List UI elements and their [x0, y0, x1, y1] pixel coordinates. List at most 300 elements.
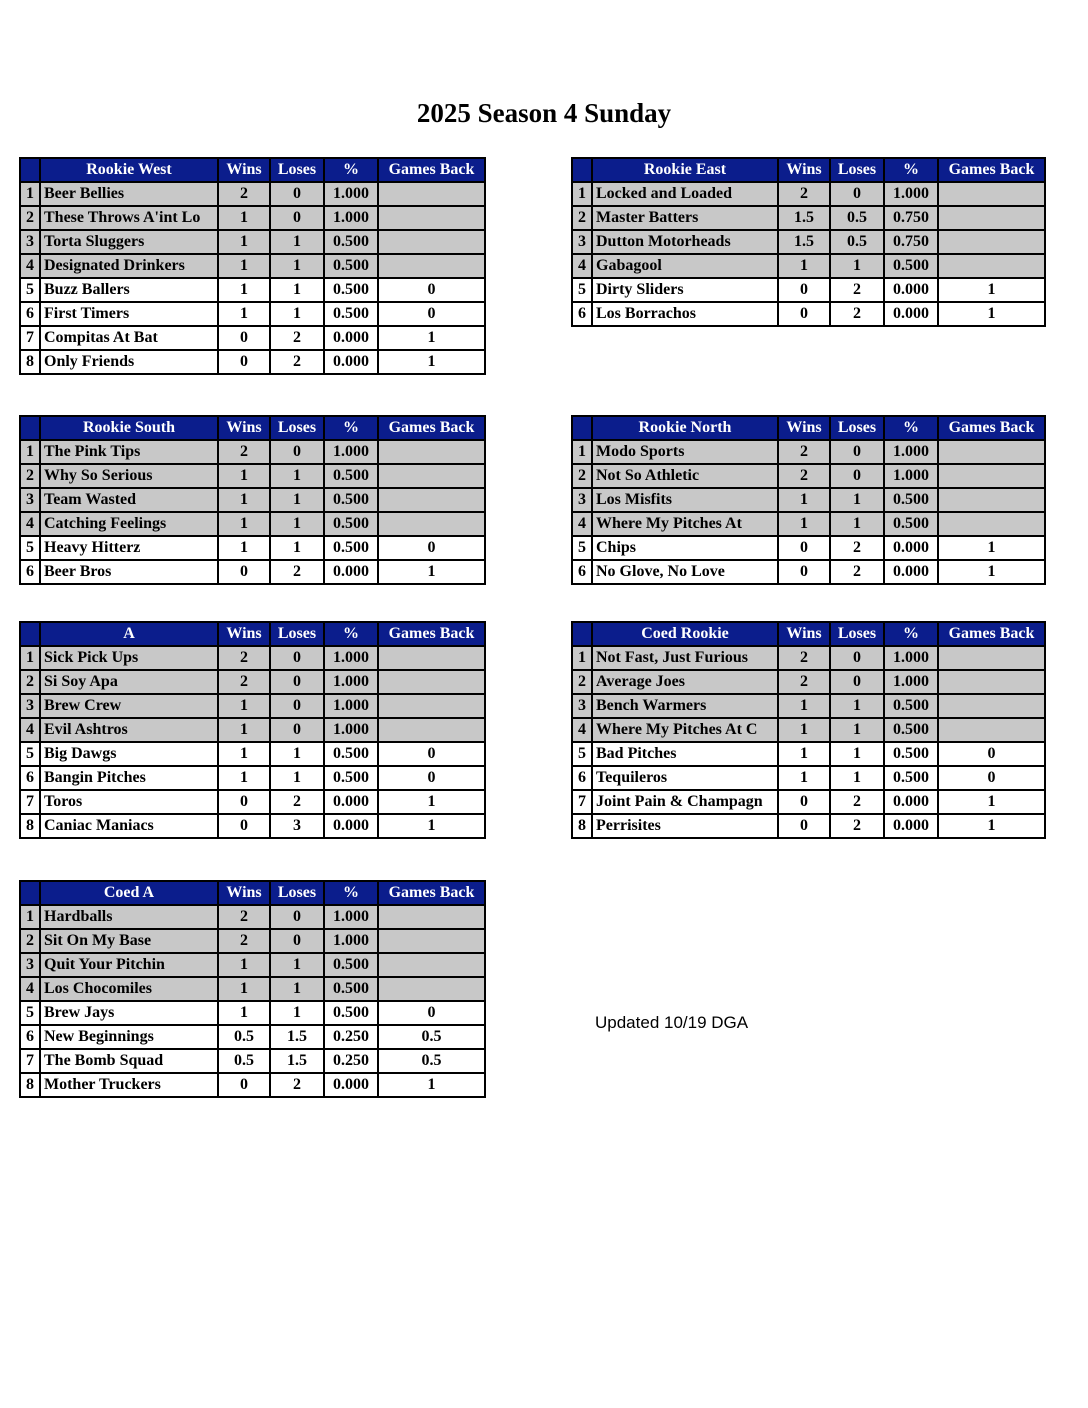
loses-cell: 0	[270, 440, 324, 464]
division-name: Rookie East	[592, 158, 778, 182]
games-back-header: Games Back	[378, 416, 485, 440]
table-row	[572, 254, 1045, 278]
rank-cell: 5	[572, 742, 592, 766]
wins-cell: 2	[218, 905, 270, 929]
table-row	[572, 814, 1045, 838]
games-back-cell: 0	[378, 1001, 485, 1025]
pct-cell: 1.000	[324, 694, 378, 718]
team-name: Where My Pitches At C	[592, 718, 778, 742]
loses-cell: 0	[830, 182, 884, 206]
games-back-cell	[938, 206, 1045, 230]
games-back-header: Games Back	[938, 158, 1045, 182]
loses-cell: 2	[270, 1073, 324, 1097]
wins-cell: 0	[778, 790, 830, 814]
loses-cell: 1	[830, 694, 884, 718]
loses-header: Loses	[270, 622, 324, 646]
pct-cell: 0.000	[884, 814, 938, 838]
rank-cell: 3	[20, 488, 40, 512]
loses-cell: 0	[830, 440, 884, 464]
rank-cell: 5	[20, 536, 40, 560]
loses-cell: 1	[270, 766, 324, 790]
table-row	[572, 694, 1045, 718]
rank-cell: 5	[572, 536, 592, 560]
table-row	[572, 440, 1045, 464]
games-back-cell	[938, 694, 1045, 718]
wins-cell: 2	[218, 670, 270, 694]
team-name: Hardballs	[40, 905, 218, 929]
pct-cell: 0.000	[884, 302, 938, 326]
loses-cell: 0	[270, 905, 324, 929]
pct-cell: 0.000	[324, 814, 378, 838]
wins-cell: 0.5	[218, 1025, 270, 1049]
pct-cell: 0.000	[884, 278, 938, 302]
loses-cell: 1.5	[270, 1049, 324, 1073]
header-row	[572, 416, 1045, 440]
rank-cell: 7	[572, 790, 592, 814]
games-back-header: Games Back	[938, 622, 1045, 646]
loses-cell: 0	[270, 646, 324, 670]
pct-cell: 1.000	[324, 182, 378, 206]
standings-table-rookie-west	[19, 157, 486, 375]
loses-cell: 2	[830, 302, 884, 326]
table-row	[572, 790, 1045, 814]
pct-cell: 0.500	[324, 254, 378, 278]
wins-cell: 1	[218, 302, 270, 326]
pct-header: %	[884, 416, 938, 440]
wins-header: Wins	[218, 158, 270, 182]
pct-cell: 1.000	[324, 670, 378, 694]
wins-cell: 2	[778, 440, 830, 464]
loses-cell: 1	[830, 742, 884, 766]
table-row	[572, 718, 1045, 742]
rank-header	[20, 416, 40, 440]
games-back-cell: 0	[378, 536, 485, 560]
rank-cell: 6	[20, 1025, 40, 1049]
team-name: Dutton Motorheads	[592, 230, 778, 254]
header-row	[572, 622, 1045, 646]
games-back-cell: 0.5	[378, 1025, 485, 1049]
team-name: New Beginnings	[40, 1025, 218, 1049]
loses-cell: 1	[270, 488, 324, 512]
team-name: Why So Serious	[40, 464, 218, 488]
rank-cell: 2	[572, 464, 592, 488]
wins-cell: 0.5	[218, 1049, 270, 1073]
table-row	[572, 560, 1045, 584]
pct-cell: 1.000	[324, 646, 378, 670]
rank-header	[572, 158, 592, 182]
pct-cell: 0.500	[324, 742, 378, 766]
loses-cell: 1	[270, 536, 324, 560]
team-name: Caniac Maniacs	[40, 814, 218, 838]
team-name: Compitas At Bat	[40, 326, 218, 350]
team-name: Joint Pain & Champagn	[592, 790, 778, 814]
rank-cell: 6	[572, 560, 592, 584]
team-name: Modo Sports	[592, 440, 778, 464]
rank-header	[572, 416, 592, 440]
table-row	[20, 766, 485, 790]
loses-cell: 0	[270, 182, 324, 206]
games-back-cell	[938, 718, 1045, 742]
loses-cell: 2	[830, 790, 884, 814]
loses-cell: 1	[270, 278, 324, 302]
wins-cell: 1	[218, 1001, 270, 1025]
table-row	[20, 814, 485, 838]
table-row	[20, 230, 485, 254]
table-row	[20, 488, 485, 512]
loses-cell: 1	[830, 254, 884, 278]
standings-table-rookie-east	[571, 157, 1046, 327]
pct-header: %	[884, 622, 938, 646]
loses-cell: 2	[270, 790, 324, 814]
wins-cell: 1	[778, 742, 830, 766]
team-name: The Bomb Squad	[40, 1049, 218, 1073]
table-row	[20, 302, 485, 326]
rank-cell: 1	[20, 646, 40, 670]
updated-note: Updated 10/19 DGA	[595, 1013, 749, 1032]
team-name: Brew Jays	[40, 1001, 218, 1025]
wins-cell: 1	[218, 742, 270, 766]
team-name: Dirty Sliders	[592, 278, 778, 302]
wins-cell: 0	[218, 350, 270, 374]
loses-cell: 0	[270, 206, 324, 230]
loses-header: Loses	[830, 158, 884, 182]
loses-cell: 0	[270, 929, 324, 953]
team-name: Sit On My Base	[40, 929, 218, 953]
pct-cell: 1.000	[884, 646, 938, 670]
rank-cell: 4	[20, 254, 40, 278]
division-name: Rookie North	[592, 416, 778, 440]
rank-header	[20, 622, 40, 646]
loses-cell: 0	[830, 670, 884, 694]
rank-header	[572, 622, 592, 646]
header-row	[20, 881, 485, 905]
games-back-cell	[938, 254, 1045, 278]
rank-cell: 2	[572, 670, 592, 694]
games-back-cell: 1	[938, 790, 1045, 814]
rank-cell: 2	[20, 464, 40, 488]
wins-cell: 2	[778, 670, 830, 694]
team-name: Average Joes	[592, 670, 778, 694]
rank-cell: 1	[20, 905, 40, 929]
rank-cell: 3	[572, 694, 592, 718]
rank-cell: 2	[20, 929, 40, 953]
games-back-cell	[378, 718, 485, 742]
wins-cell: 1	[218, 464, 270, 488]
wins-cell: 1	[218, 206, 270, 230]
header-row	[20, 158, 485, 182]
pct-cell: 0.500	[324, 953, 378, 977]
table-row	[20, 977, 485, 1001]
games-back-cell	[378, 464, 485, 488]
games-back-cell	[378, 206, 485, 230]
pct-cell: 0.500	[324, 977, 378, 1001]
loses-cell: 2	[830, 560, 884, 584]
games-back-header: Games Back	[378, 881, 485, 905]
team-name: Beer Bellies	[40, 182, 218, 206]
rank-cell: 2	[20, 206, 40, 230]
header-row	[572, 158, 1045, 182]
games-back-cell	[378, 977, 485, 1001]
pct-cell: 0.500	[884, 512, 938, 536]
loses-cell: 1	[270, 977, 324, 1001]
loses-cell: 1	[270, 302, 324, 326]
rank-cell: 6	[20, 302, 40, 326]
games-back-cell	[378, 488, 485, 512]
team-name: Heavy Hitterz	[40, 536, 218, 560]
wins-cell: 1	[218, 766, 270, 790]
pct-cell: 1.000	[324, 206, 378, 230]
team-name: Brew Crew	[40, 694, 218, 718]
wins-header: Wins	[778, 622, 830, 646]
table-row	[20, 254, 485, 278]
rank-cell: 3	[572, 488, 592, 512]
games-back-cell	[938, 182, 1045, 206]
wins-cell: 0	[218, 790, 270, 814]
table-row	[20, 742, 485, 766]
team-name: Evil Ashtros	[40, 718, 218, 742]
loses-header: Loses	[270, 416, 324, 440]
games-back-cell	[378, 254, 485, 278]
table-row	[572, 766, 1045, 790]
loses-cell: 2	[830, 278, 884, 302]
table-row	[20, 670, 485, 694]
table-row	[20, 929, 485, 953]
table-row	[20, 464, 485, 488]
rank-cell: 1	[572, 440, 592, 464]
team-name: Los Misfits	[592, 488, 778, 512]
wins-header: Wins	[218, 622, 270, 646]
loses-cell: 1	[830, 766, 884, 790]
loses-cell: 1	[270, 230, 324, 254]
table-row	[20, 182, 485, 206]
page-title: 2025 Season 4 Sunday	[416, 98, 672, 128]
team-name: Catching Feelings	[40, 512, 218, 536]
games-back-cell	[938, 230, 1045, 254]
table-row	[572, 182, 1045, 206]
pct-cell: 0.000	[324, 560, 378, 584]
loses-cell: 0	[830, 646, 884, 670]
pct-cell: 0.000	[324, 790, 378, 814]
division-name: Rookie South	[40, 416, 218, 440]
games-back-cell	[378, 694, 485, 718]
wins-header: Wins	[778, 416, 830, 440]
team-name: Toros	[40, 790, 218, 814]
rank-cell: 5	[20, 1001, 40, 1025]
loses-cell: 0	[830, 464, 884, 488]
pct-cell: 0.500	[324, 488, 378, 512]
wins-cell: 1	[778, 512, 830, 536]
games-back-cell	[378, 440, 485, 464]
table-row	[572, 488, 1045, 512]
team-name: Torta Sluggers	[40, 230, 218, 254]
wins-cell: 2	[778, 182, 830, 206]
pct-cell: 0.500	[884, 718, 938, 742]
games-back-cell	[378, 512, 485, 536]
games-back-header: Games Back	[378, 158, 485, 182]
wins-cell: 1	[218, 488, 270, 512]
team-name: First Timers	[40, 302, 218, 326]
wins-cell: 2	[218, 182, 270, 206]
team-name: Locked and Loaded	[592, 182, 778, 206]
team-name: Master Batters	[592, 206, 778, 230]
division-name: Coed Rookie	[592, 622, 778, 646]
pct-cell: 0.750	[884, 206, 938, 230]
table-row	[572, 302, 1045, 326]
rank-cell: 5	[20, 742, 40, 766]
pct-cell: 1.000	[884, 440, 938, 464]
games-back-cell	[938, 646, 1045, 670]
games-back-cell: 1	[378, 1073, 485, 1097]
pct-cell: 0.750	[884, 230, 938, 254]
pct-cell: 0.000	[884, 536, 938, 560]
team-name: The Pink Tips	[40, 440, 218, 464]
games-back-cell: 1	[938, 302, 1045, 326]
loses-header: Loses	[830, 416, 884, 440]
wins-cell: 0	[218, 1073, 270, 1097]
rank-cell: 6	[572, 766, 592, 790]
rank-cell: 5	[572, 278, 592, 302]
table-row	[572, 536, 1045, 560]
pct-cell: 0.500	[884, 488, 938, 512]
wins-cell: 2	[778, 464, 830, 488]
wins-cell: 1	[218, 977, 270, 1001]
rank-cell: 8	[572, 814, 592, 838]
loses-cell: 0.5	[830, 230, 884, 254]
table-row	[20, 1025, 485, 1049]
pct-cell: 1.000	[324, 440, 378, 464]
pct-cell: 0.000	[324, 350, 378, 374]
pct-cell: 0.500	[884, 254, 938, 278]
pct-cell: 0.500	[324, 230, 378, 254]
table-row	[20, 350, 485, 374]
rank-cell: 4	[20, 718, 40, 742]
wins-cell: 0	[218, 560, 270, 584]
pct-cell: 0.500	[884, 742, 938, 766]
table-row	[20, 905, 485, 929]
games-back-cell: 1	[378, 326, 485, 350]
standings-table-rookie-south	[19, 415, 486, 585]
table-row	[20, 953, 485, 977]
wins-cell: 1	[778, 718, 830, 742]
wins-cell: 1	[218, 512, 270, 536]
pct-cell: 0.000	[324, 1073, 378, 1097]
rank-cell: 6	[20, 766, 40, 790]
pct-cell: 0.500	[324, 464, 378, 488]
team-name: No Glove, No Love	[592, 560, 778, 584]
games-back-cell	[938, 488, 1045, 512]
table-row	[20, 1001, 485, 1025]
loses-header: Loses	[270, 881, 324, 905]
games-back-cell: 1	[938, 560, 1045, 584]
rank-cell: 8	[20, 1073, 40, 1097]
wins-cell: 0	[778, 560, 830, 584]
wins-cell: 0	[778, 814, 830, 838]
games-back-cell	[378, 905, 485, 929]
loses-cell: 1	[830, 718, 884, 742]
rank-cell: 3	[20, 230, 40, 254]
rank-cell: 5	[20, 278, 40, 302]
table-row	[20, 646, 485, 670]
wins-cell: 1	[218, 230, 270, 254]
table-row	[20, 718, 485, 742]
pct-cell: 0.000	[884, 560, 938, 584]
rank-cell: 2	[20, 670, 40, 694]
table-row	[572, 464, 1045, 488]
wins-cell: 1	[218, 718, 270, 742]
team-name: Perrisites	[592, 814, 778, 838]
wins-header: Wins	[218, 881, 270, 905]
loses-cell: 2	[830, 814, 884, 838]
rank-header	[20, 158, 40, 182]
games-back-cell: 0	[938, 742, 1045, 766]
rank-cell: 3	[572, 230, 592, 254]
table-row	[20, 694, 485, 718]
table-row	[572, 206, 1045, 230]
games-back-cell	[938, 464, 1045, 488]
loses-cell: 2	[270, 350, 324, 374]
pct-cell: 0.500	[324, 302, 378, 326]
rank-cell: 7	[20, 790, 40, 814]
team-name: Designated Drinkers	[40, 254, 218, 278]
pct-cell: 1.000	[324, 905, 378, 929]
team-name: Bangin Pitches	[40, 766, 218, 790]
wins-cell: 1	[778, 488, 830, 512]
loses-cell: 2	[830, 536, 884, 560]
pct-header: %	[884, 158, 938, 182]
table-row	[20, 278, 485, 302]
table-row	[20, 326, 485, 350]
standings-table-a	[19, 621, 486, 839]
team-name: Bench Warmers	[592, 694, 778, 718]
table-row	[20, 536, 485, 560]
rank-cell: 1	[572, 182, 592, 206]
pct-cell: 0.500	[324, 536, 378, 560]
rank-cell: 7	[20, 326, 40, 350]
games-back-cell	[378, 929, 485, 953]
loses-cell: 1	[830, 512, 884, 536]
team-name: Not Fast, Just Furious	[592, 646, 778, 670]
table-row	[572, 646, 1045, 670]
games-back-cell: 1	[938, 536, 1045, 560]
team-name: Buzz Ballers	[40, 278, 218, 302]
team-name: Los Chocomiles	[40, 977, 218, 1001]
team-name: Not So Athletic	[592, 464, 778, 488]
table-row	[572, 512, 1045, 536]
pct-cell: 0.000	[324, 326, 378, 350]
table-row	[572, 670, 1045, 694]
team-name: Tequileros	[592, 766, 778, 790]
wins-cell: 1	[218, 694, 270, 718]
table-row	[20, 440, 485, 464]
rank-cell: 3	[20, 694, 40, 718]
rank-cell: 3	[20, 953, 40, 977]
rank-cell: 4	[20, 512, 40, 536]
pct-cell: 0.500	[884, 694, 938, 718]
team-name: These Throws A'int Lo	[40, 206, 218, 230]
wins-cell: 2	[218, 440, 270, 464]
standings-table-rookie-north	[571, 415, 1046, 585]
loses-cell: 3	[270, 814, 324, 838]
pct-cell: 1.000	[324, 718, 378, 742]
rank-cell: 1	[20, 440, 40, 464]
division-name: A	[40, 622, 218, 646]
pct-cell: 0.500	[324, 766, 378, 790]
rank-cell: 1	[572, 646, 592, 670]
rank-cell: 4	[572, 718, 592, 742]
rank-cell: 1	[20, 182, 40, 206]
pct-cell: 0.500	[324, 512, 378, 536]
rank-cell: 7	[20, 1049, 40, 1073]
